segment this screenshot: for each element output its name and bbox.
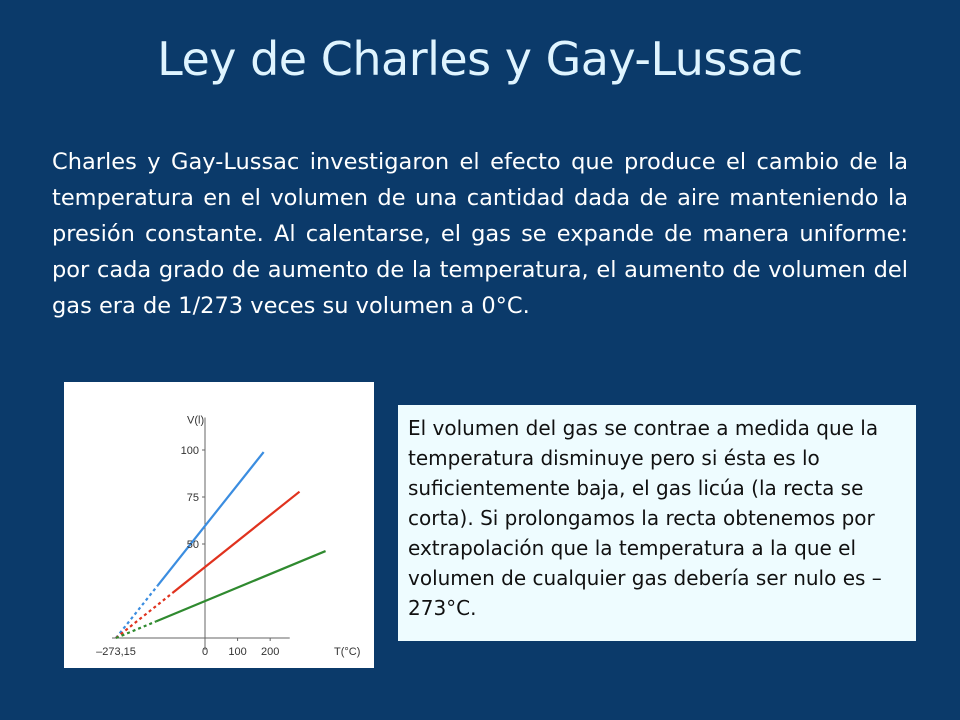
x-tick-label: 200 [260,646,280,658]
y-axis-label: V(l) [187,414,205,427]
x-tick-label: 0 [201,646,209,658]
y-tick-label: 75 [186,492,199,504]
y-tick-label: 100 [180,445,199,457]
charles-law-chart [64,382,374,668]
body-paragraph: Charles y Gay-Lussac investigaron el efecto que produce el cambio de la temperatura en el volumen de una cantidad dada de aire manteniendo la presión constante. Al calentarse, el gas se expande de manera uniforme: por cada grado de aumento de la temperatura, el aumento de volumen del gas era de 1/273 veces su volumen a 0°C. [52,149,908,319]
series-blue-extrapolation [116,585,158,638]
chart-svg [64,382,374,668]
origin-label: –273,15 [96,646,136,658]
y-tick-label: 50 [186,539,199,551]
series-green-extrapolation [116,621,156,638]
explanation-box: El volumen del gas se contrae a medida que la temperatura disminuye pero si ésta es lo suficientemente baja, el gas licúa (la recta se corta). Si prolongamos la recta obtenemos por extrapolación que la temperatura a la que el volumen de cualquier gas debería ser nulo es –273°C. [398,405,916,641]
x-axis-label: T(°C) [334,646,361,658]
chart-series [116,452,326,638]
series-red-extrapolation [116,593,172,638]
series-blue-line [158,452,264,585]
slide-title: Ley de Charles y Gay-Lussac [157,32,803,86]
chart-ticks [181,445,280,658]
x-tick-label: 100 [228,646,247,658]
